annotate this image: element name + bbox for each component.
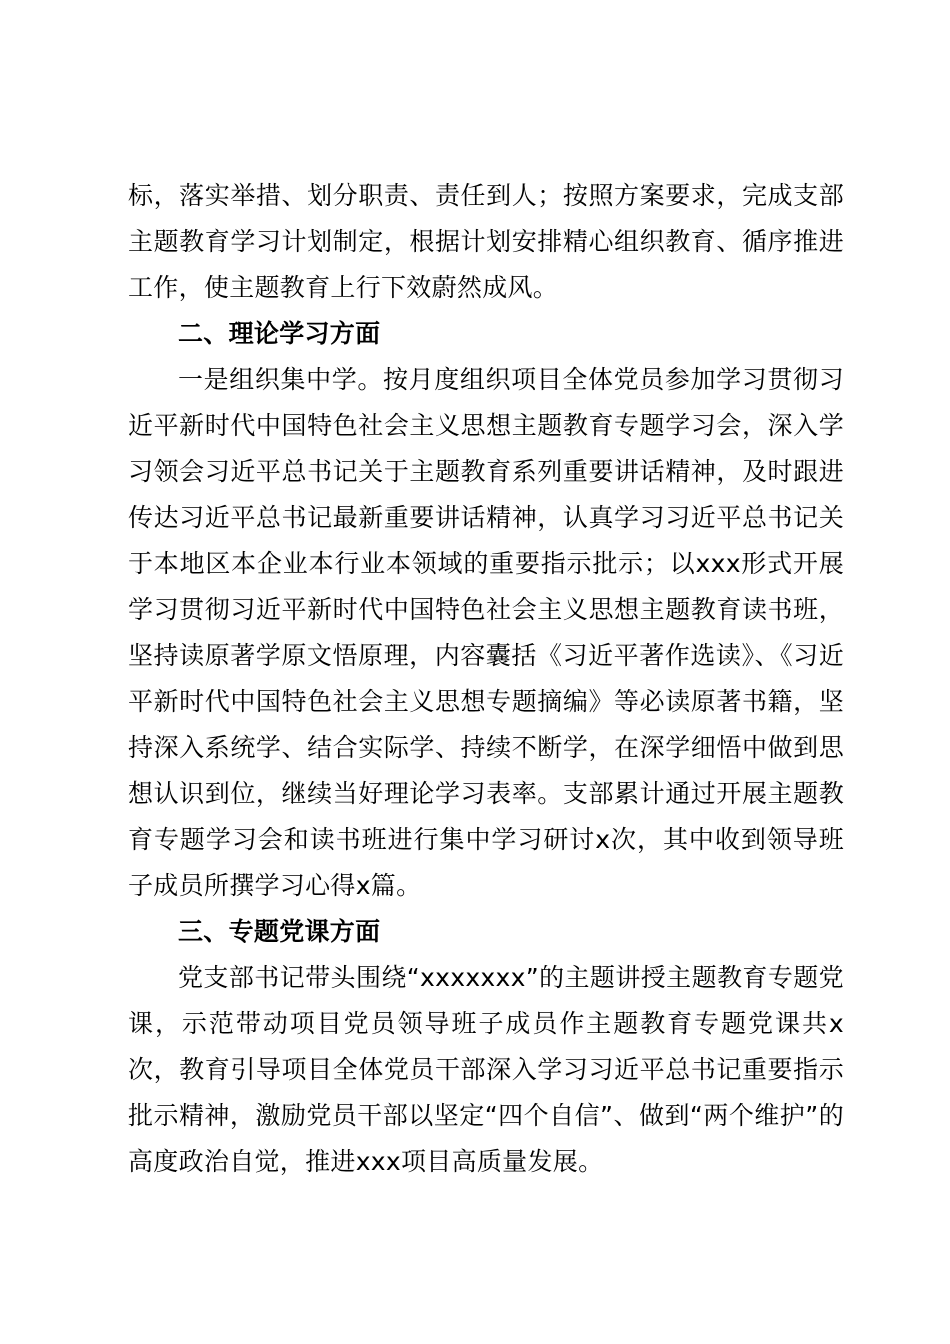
paragraph-party-lecture: 党支部书记带头围绕“xxxxxxx”的主题讲授主题教育专题党课，示范带动项目党员领导班子成员作主题教育专题党课共x次，教育引导项目全体党员干部深入学习习近平总书记重要指示批示精神，激励党员干部以坚定“四个自信”、做到“两个维护”的高度政治自觉，推进xxx项目高质量发展。	[128, 963, 844, 1176]
paragraph-continuation: 标，落实举措、划分职责、责任到人；按照方案要求，完成支部主题教育学习计划制定，根据计划安排精心组织教育、循序推进工作，使主题教育上行下效蔚然成风。	[128, 181, 844, 302]
document-body	[128, 173, 844, 1185]
section-heading-party-lecture: 三、专题党课方面	[178, 917, 381, 946]
paragraph-theory-study: 一是组织集中学。按月度组织项目全体党员参加学习贯彻习近平新时代中国特色社会主义思想主题教育专题学习会，深入学习领会习近平总书记关于主题教育系列重要讲话精神，及时跟进传达习近平总书记最新重要讲话精神，认真学习习近平总书记关于本地区本企业本行业本领域的重要指示批示；以xxx形式开展学习贯彻习近平新时代中国特色社会主义思想主题教育读书班，坚持读原著学原文悟原理，内容囊括《习近平著作选读》、《习近平新时代中国特色社会主义思想专题摘编》等必读原著书籍，坚持深入系统学、结合实际学、持续不断学，在深学细悟中做到思想认识到位，继续当好理论学习表率。支部累计通过开展主题教育专题学习会和读书班进行集中学习研讨x次，其中收到领导班子成员所撰学习心得x篇。	[128, 365, 844, 900]
section-heading-theory-study: 二、理论学习方面	[178, 319, 381, 348]
